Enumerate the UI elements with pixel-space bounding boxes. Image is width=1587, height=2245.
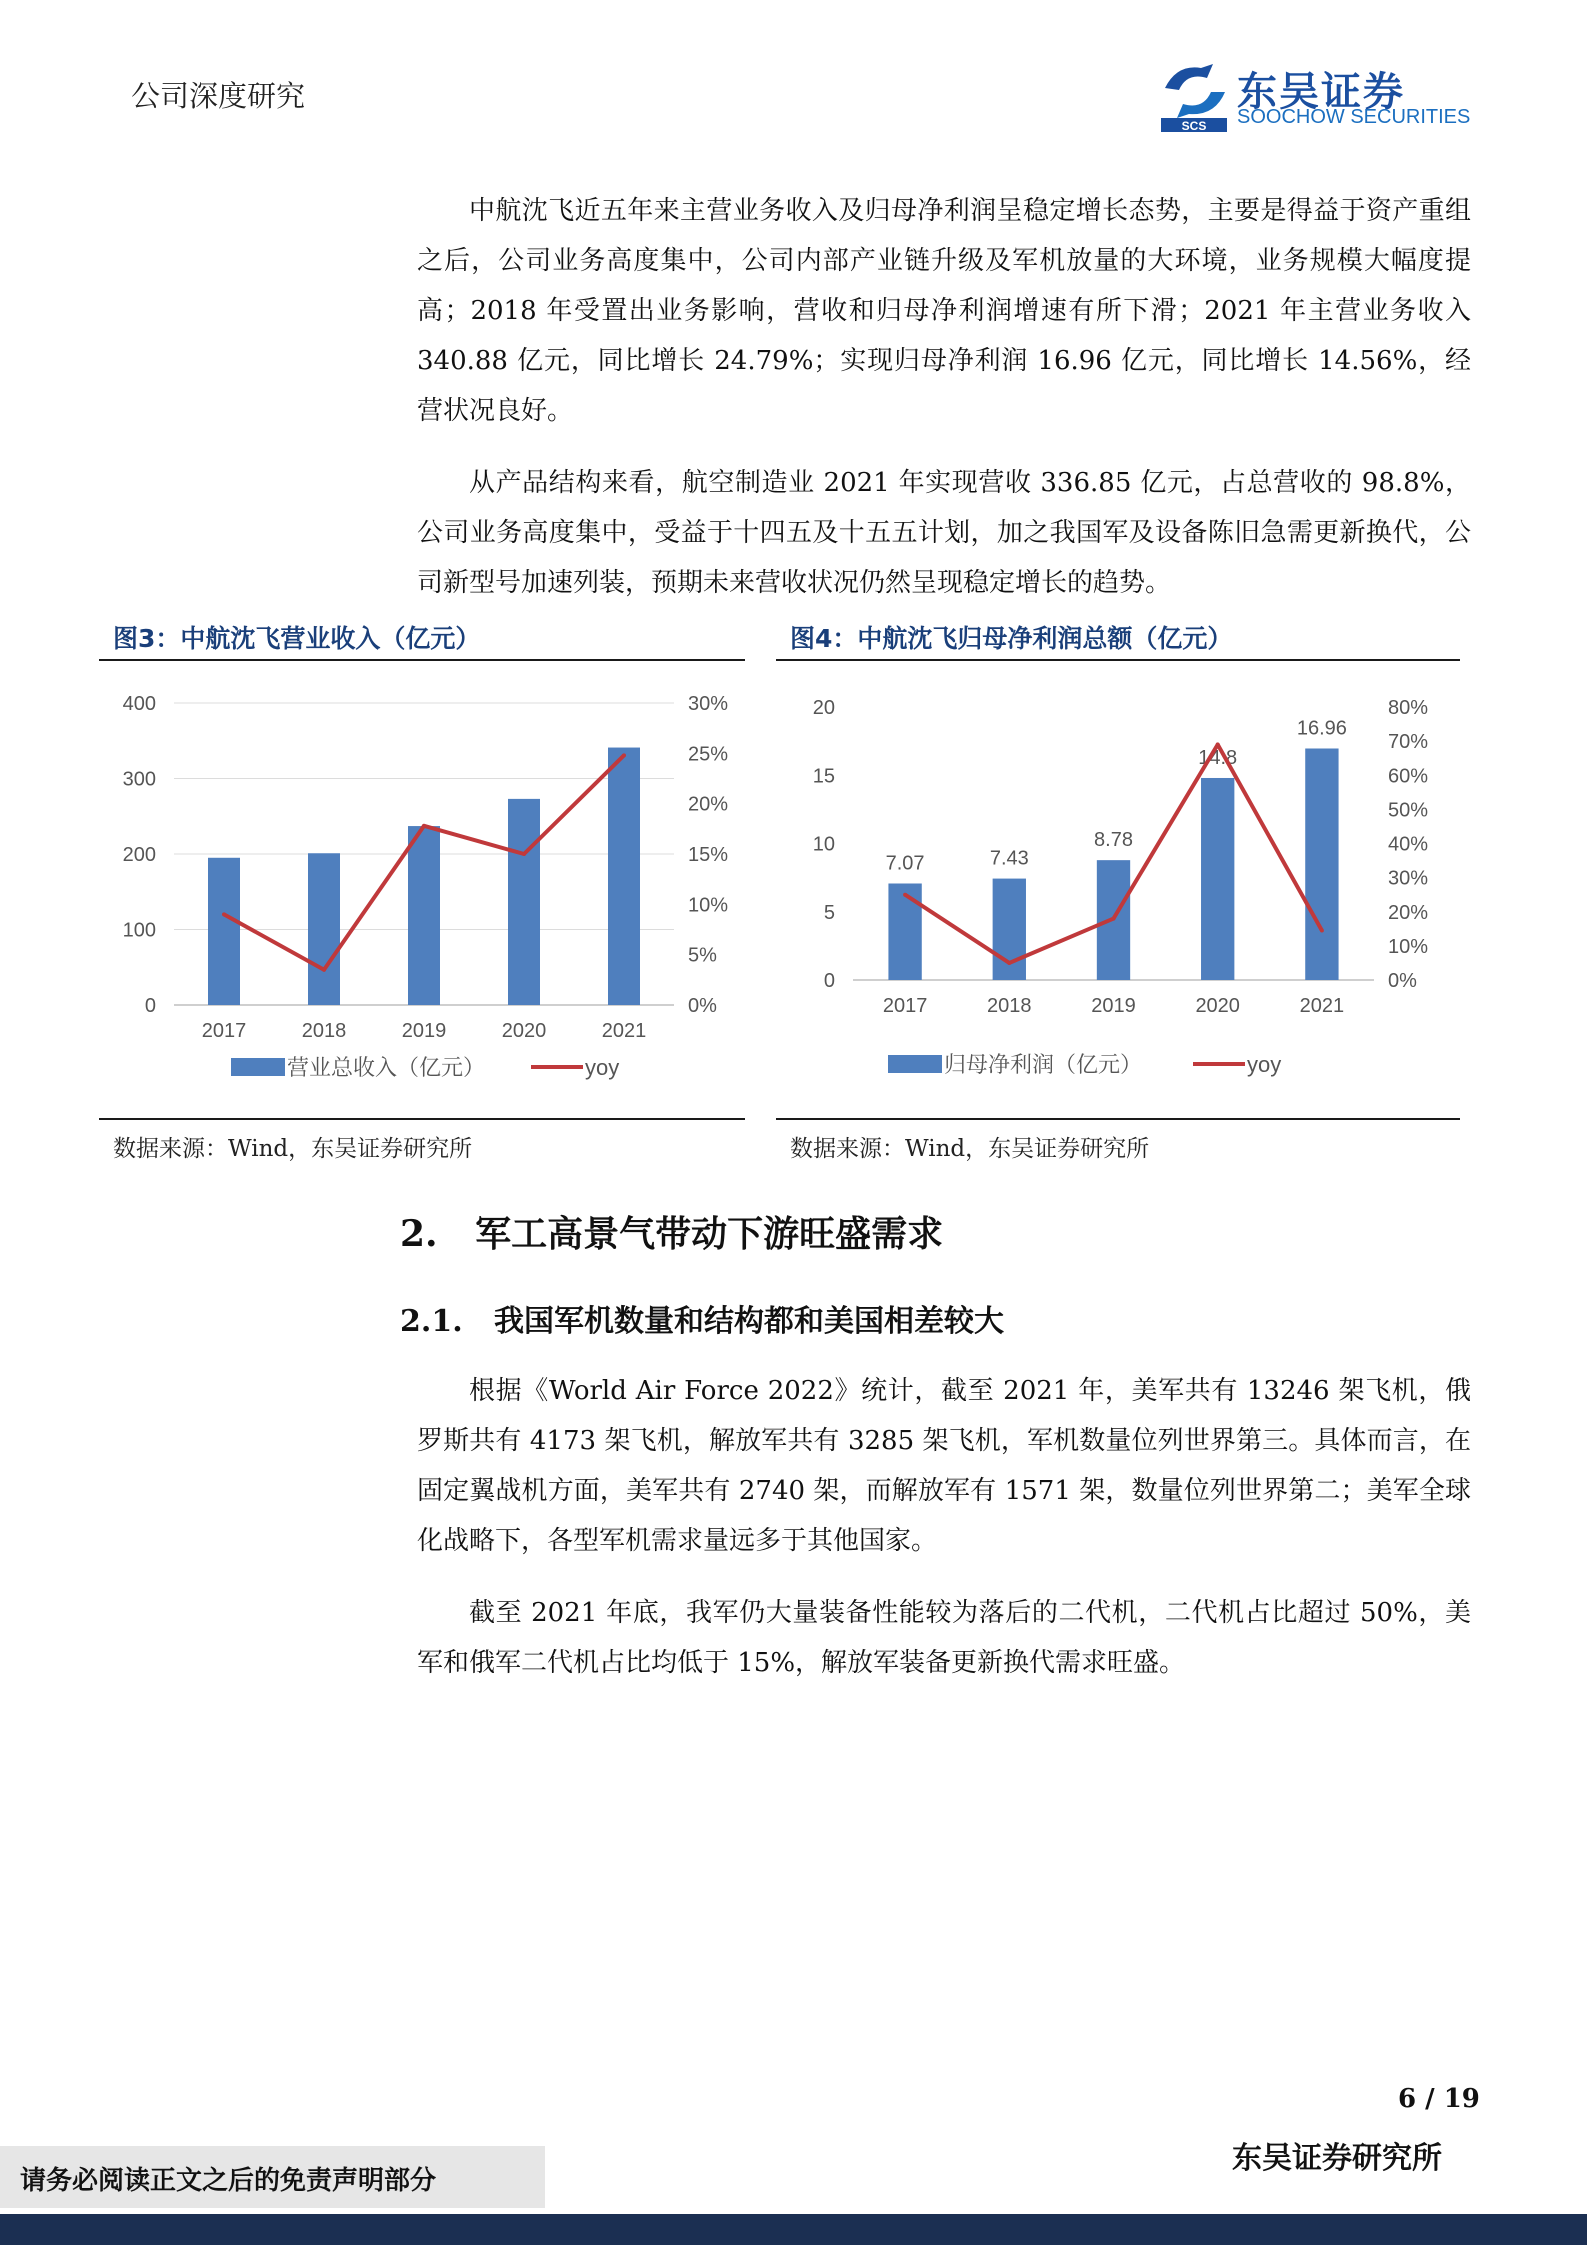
y-left-tick-label: 5 [823,901,835,924]
figure-4-title: 图4：中航沈飞归母净利润总额（亿元） [790,624,1233,653]
x-tick-label: 2017 [882,995,928,1017]
yoy-point [322,968,326,972]
figure-3-source: 数据来源：Wind，东吴证券研究所 [113,1136,473,1162]
y-left-tick-label: 15 [812,765,835,788]
y-right-tick-label: 30% [688,693,729,715]
y-right-tick-label: 25% [688,743,729,766]
legend-bar-label: 归母净利润（亿元） [944,1052,1143,1077]
bar [508,799,540,1005]
y-left-tick-label: 400 [122,693,156,715]
yoy-point [1320,929,1324,933]
paragraph-aircraft-count: 根据《World Air Force 2022》统计，截至 2021 年，美军共有 13246 架飞机，俄罗斯共有 4173 架飞机，解放军共有 3285 架飞机，军机数量位列世界第三。具体而言，在固定翼战机方面，美军共有 2740 架，而解放军有 1571 架，数量位列世界第二；美军全球化战略下，各型军机需求量远多于其他国家。 [417,1376,1471,1556]
x-tick-label: 2020 [1195,995,1240,1017]
bar-data-label: 16.96 [1296,717,1347,740]
bar-data-label: 7.43 [989,847,1029,870]
figure-4-source: 数据来源：Wind，东吴证券研究所 [790,1136,1150,1162]
figure-3-bottom-rule [99,1118,745,1120]
y-right-tick-label: 70% [1388,731,1429,754]
yoy-point [622,753,626,757]
footer-company: 东吴证券研究所 [1232,2141,1442,2176]
bar [1201,778,1234,980]
y-right-tick-label: 15% [688,844,729,866]
y-left-tick-label: 300 [122,768,156,791]
bar [408,826,440,1005]
yoy-point [1007,961,1011,965]
bar [308,853,340,1005]
legend-bar-label: 营业总收入（亿元） [287,1055,486,1080]
paragraph-growth-overview: 中航沈飞近五年来主营业务收入及归母净利润呈稳定增长态势，主要是得益于资产重组之后，公司业务高度集中，公司内部产业链升级及军机放量的大环境，业务规模大幅度提高；2018 年受置出业务影响，营收和归母净利润增速有所下滑；2021 年主营业务收入 340.88 亿元，同比增长 24.79%；实现归母净利润 16.96 亿元，同比增长 14.56%，经营状况良好。 [417,196,1471,426]
figure-4-chart [776,665,1460,1095]
bar [888,883,921,980]
y-right-tick-label: 20% [688,793,729,816]
y-right-tick-label: 0% [688,995,717,1017]
figure-3-chart [99,665,745,1095]
y-right-tick-label: 20% [1388,901,1429,924]
bar [208,858,240,1005]
y-right-tick-label: 10% [688,894,729,917]
paragraph-product-structure: 从产品结构来看，航空制造业 2021 年实现营收 336.85 亿元，占总营收的 98.8%，公司业务高度集中，受益于十四五及十五五计划，加之我国军及设备陈旧急需更新换代，公司新型号加速列装，预期未来营收状况仍然呈现稳定增长的趋势。 [417,468,1471,598]
x-tick-label: 2019 [401,1020,447,1042]
x-tick-label: 2020 [501,1020,547,1042]
legend-line-label: yoy [585,1055,620,1080]
logo-name-cn: 东吴证券 [1237,69,1405,115]
bottom-bar [0,2214,1587,2245]
yoy-point [222,912,226,916]
x-tick-label: 2021 [1299,995,1345,1017]
yoy-point [1216,743,1220,747]
figure-4-bottom-rule [776,1118,1460,1120]
y-left-tick-label: 10 [812,833,835,856]
figure-3-title: 图3：中航沈飞营业收入（亿元） [113,624,481,653]
y-right-tick-label: 40% [1388,833,1429,856]
yoy-point [903,893,907,897]
y-left-tick-label: 0 [144,995,156,1017]
bar [1305,748,1338,980]
x-tick-label: 2019 [1091,995,1136,1017]
x-tick-label: 2018 [301,1020,347,1042]
logo-badge-text: SCS [1181,119,1207,133]
logo-icon [1157,58,1233,134]
y-left-tick-label: 20 [812,697,835,719]
y-left-tick-label: 200 [122,844,156,866]
brand-logo [1157,58,1469,134]
yoy-point [522,852,526,856]
legend-line-label: yoy [1247,1052,1282,1077]
y-left-tick-label: 0 [823,970,835,992]
paragraph-second-gen-aircraft: 截至 2021 年底，我军仍大量装备性能较为落后的二代机，二代机占比超过 50%，美军和俄军二代机占比均低于 15%，解放军装备更新换代需求旺盛。 [417,1598,1471,1678]
y-right-tick-label: 10% [1388,935,1429,958]
y-right-tick-label: 5% [688,944,717,967]
y-right-tick-label: 80% [1388,697,1429,719]
section-heading-2-1: 2.1. 我国军机数量和结构都和美国相差较大 [400,1304,1004,1339]
figure-4-top-rule [776,659,1460,661]
bar-data-label: 7.07 [885,852,925,875]
bar-data-label: 14.8 [1198,746,1238,769]
yoy-point [1112,917,1116,921]
y-right-tick-label: 60% [1388,765,1429,788]
x-tick-label: 2017 [201,1020,247,1042]
x-tick-label: 2018 [987,995,1032,1017]
header-title: 公司深度研究 [131,79,306,113]
disclaimer-text: 请务必阅读正文之后的免责声明部分 [20,2166,437,2196]
y-right-tick-label: 0% [1388,970,1417,992]
figure-3-top-rule [99,659,745,661]
logo-name-en: SOOCHOW SECURITIES [1237,106,1471,128]
bar [608,748,640,1005]
disclaimer-banner [0,2146,545,2208]
x-tick-label: 2021 [601,1020,647,1042]
y-right-tick-label: 30% [1388,867,1429,890]
yoy-point [422,824,426,828]
legend-bar-swatch [888,1055,942,1073]
page-number: 6 / 19 [1398,2084,1480,2114]
legend-bar-swatch [231,1058,285,1076]
bar-data-label: 8.78 [1094,829,1133,852]
section-heading-2: 2. 军工高景气带动下游旺盛需求 [400,1213,944,1255]
y-right-tick-label: 50% [1388,799,1429,822]
y-left-tick-label: 100 [122,919,156,942]
